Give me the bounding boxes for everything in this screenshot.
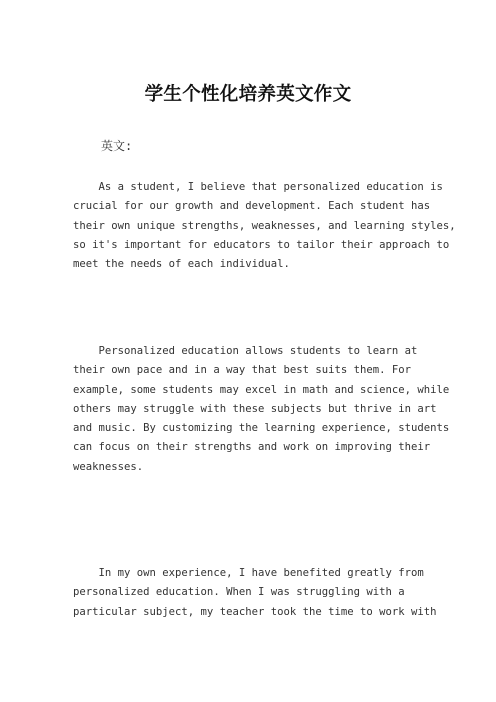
paragraph-1 [73, 178, 456, 274]
paragraph-line: Personalized education allows students to learn at [73, 345, 418, 357]
paragraph-line: personalized education. When I was struggling with a [73, 586, 405, 599]
paragraph-line: can focus on their strengths and work on improving their [73, 441, 431, 454]
paragraph-line: meet the needs of each individual. [73, 258, 290, 270]
paragraph-3 [73, 564, 437, 622]
paragraph-line: particular subject, my teacher took the time to work with [73, 605, 437, 618]
paragraph-line: and music. By customizing the learning experience, students [73, 422, 450, 434]
paragraph-2 [73, 342, 450, 477]
paragraph-line: In my own experience, I have benefited greatly from [73, 567, 424, 579]
paragraph-line: weaknesses. [73, 460, 144, 473]
paragraph-line: As a student, I believe that personalized education is [73, 181, 443, 193]
paragraph-line: example, some students may excel in math and science, while [73, 383, 450, 396]
paragraph-line: others may struggle with these subjects but thrive in art [73, 402, 437, 415]
section-label: 英文: [101, 139, 133, 153]
document-title: 学生个性化培养英文作文 [144, 84, 352, 105]
paragraph-line: their own pace and in a way that best suits them. For [73, 364, 412, 377]
paragraph-line: so it's important for educators to tailor their approach to [73, 238, 450, 251]
paragraph-line: their own unique strengths, weaknesses, and learning styles, [73, 219, 456, 232]
paragraph-line: crucial for our growth and development. Each student has [73, 200, 431, 213]
